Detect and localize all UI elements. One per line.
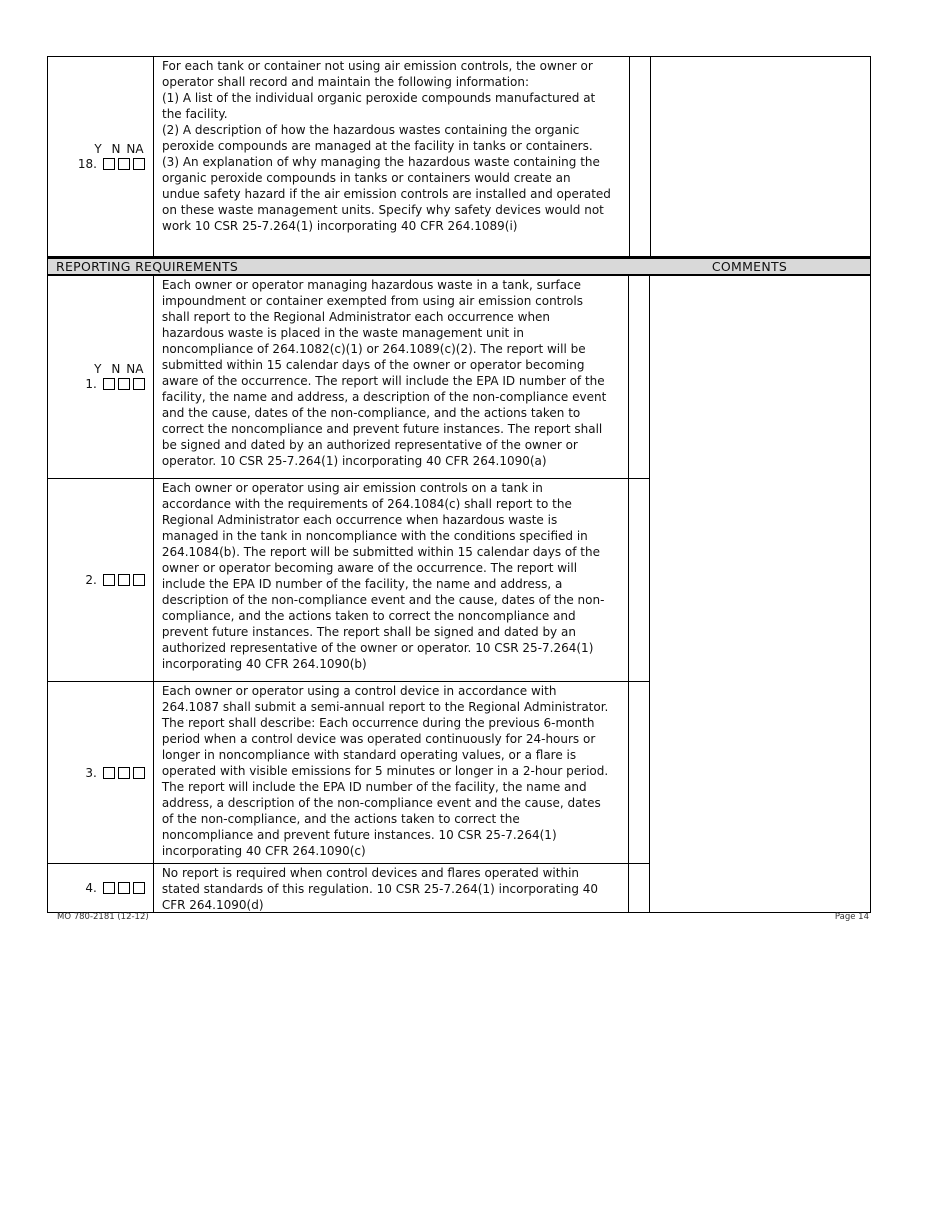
no-checkbox[interactable] bbox=[118, 882, 130, 894]
ynna-header bbox=[89, 143, 145, 156]
item-2-mark-cell[interactable] bbox=[629, 479, 650, 681]
y-label: Y bbox=[94, 141, 102, 156]
yes-checkbox[interactable] bbox=[103, 767, 115, 779]
item-2-row bbox=[47, 479, 650, 682]
item-1-mark-cell[interactable] bbox=[629, 276, 650, 478]
no-checkbox[interactable] bbox=[118, 767, 130, 779]
yes-checkbox[interactable] bbox=[103, 378, 115, 390]
yes-checkbox[interactable] bbox=[103, 158, 115, 170]
item-3-text: Each owner or operator using a control device in accordance with 264.1087 shall submit a semi-annual report to the Regional Administrator. The report shall describe: Each occurrence during the previous 6-month period when a control device was operated continuously for 24-hours or longer in noncompliance with standard operating values, or a flare is operated with visible emissions for 5 minutes or longer in a 2-hour period. The report will include the EPA ID number of the facility, the name and address, a description of the non-compliance event and the cause, dates of the non-compliance, and the actions taken to correct the noncompliance and prevent future instances. 10 CSR 25-7.264(1) incorporating 40 CFR 264.1090(c) bbox=[154, 682, 629, 863]
item-number: 18. bbox=[77, 156, 97, 171]
na-checkbox[interactable] bbox=[133, 882, 145, 894]
section-title: REPORTING REQUIREMENTS bbox=[56, 259, 239, 274]
item-number: 2. bbox=[85, 573, 97, 587]
na-label: NA bbox=[126, 141, 144, 156]
inspection-form bbox=[47, 56, 871, 913]
form-id: MO 780-2181 (12-12) bbox=[57, 912, 149, 922]
item-18-mark-cell[interactable] bbox=[630, 57, 651, 256]
reporting-requirements-header bbox=[47, 257, 871, 276]
n-label: N bbox=[111, 141, 121, 156]
item-number: 1. bbox=[85, 377, 97, 391]
item-18-text: For each tank or container not using air emission controls, the owner or operator shall record and maintain the following information: (1) A list of the individual organic peroxide compounds manufactured at the facility. (2) A description of how the hazardous wastes containing the organic peroxide compounds are managed at the facility in tanks or containers. (3) An explanation of why managing the hazardous waste containing the organic peroxide compounds in tanks or containers would create an undue safety hazard if the air emission controls are installed and operated on these waste management units. Specify why safety devices would not work 10 CSR 25-7.264(1) incorporating 40 CFR 264.1089(i) bbox=[154, 57, 630, 256]
comments-header: COMMENTS bbox=[711, 259, 788, 274]
item-3-mark-cell[interactable] bbox=[629, 682, 650, 863]
na-checkbox[interactable] bbox=[133, 378, 145, 390]
no-checkbox[interactable] bbox=[118, 378, 130, 390]
na-checkbox[interactable] bbox=[133, 574, 145, 586]
no-checkbox[interactable] bbox=[118, 158, 130, 170]
reporting-items bbox=[47, 276, 871, 913]
item-18-row bbox=[47, 56, 871, 257]
na-checkbox[interactable] bbox=[133, 767, 145, 779]
item-18-checkboxes bbox=[48, 57, 154, 256]
item-1-row bbox=[47, 276, 650, 479]
yes-checkbox[interactable] bbox=[103, 574, 115, 586]
ynna-header: Y N NA bbox=[94, 362, 144, 376]
na-checkbox[interactable] bbox=[133, 158, 145, 170]
item-3-row bbox=[47, 682, 650, 864]
yes-checkbox[interactable] bbox=[103, 882, 115, 894]
item-number: 3. bbox=[85, 765, 97, 780]
item-4-text: No report is required when control devices and flares operated within stated standards of this regulation. 10 CSR 25-7.264(1) incorporating 40 CFR 264.1090(d) bbox=[154, 864, 629, 912]
item-4-mark-cell[interactable] bbox=[629, 864, 650, 912]
reporting-comments-box[interactable] bbox=[650, 276, 871, 913]
item-1-text: Each owner or operator managing hazardous waste in a tank, surface impoundment or container exempted from using air emission controls shall report to the Regional Administrator each occurrence when hazardous waste is placed in the waste management unit in noncompliance of 264.1082(c)(1) or 264.1089(c)(2). The report will be submitted within 15 calendar days of the owner or operator becoming aware of the occurrence. The report will include the EPA ID number of the facility, the name and address, a description of the non-compliance event and the cause, dates of the non-compliance, and the actions taken to correct the noncompliance and prevent future instances. The report shall be signed and dated by an authorized representative of the owner or operator. 10 CSR 25-7.264(1) incorporating 40 CFR 264.1090(a) bbox=[154, 276, 629, 478]
item-4-row bbox=[47, 864, 650, 913]
item-number: 4. bbox=[85, 881, 97, 895]
item-18-comments[interactable] bbox=[651, 57, 870, 256]
no-checkbox[interactable] bbox=[118, 574, 130, 586]
item-2-text: Each owner or operator using air emission controls on a tank in accordance with the requirements of 264.1084(c) shall report to the Regional Administrator each occurrence when hazardous waste is managed in the tank in noncompliance with the conditions specified in 264.1084(b). The report will be submitted within 15 calendar days of the owner or operator becoming aware of the occurrence. The report will include the EPA ID number of the facility, the name and address, a description of the non-compliance event and the cause, dates of the non- compliance, and the actions taken to correct the noncompliance and prevent future instances. The report shall be signed and dated by an authorized representative of the owner or operator. 10 CSR 25-7.264(1) incorporating 40 CFR 264.1090(b) bbox=[154, 479, 629, 681]
page-number: Page 14 bbox=[834, 912, 869, 922]
